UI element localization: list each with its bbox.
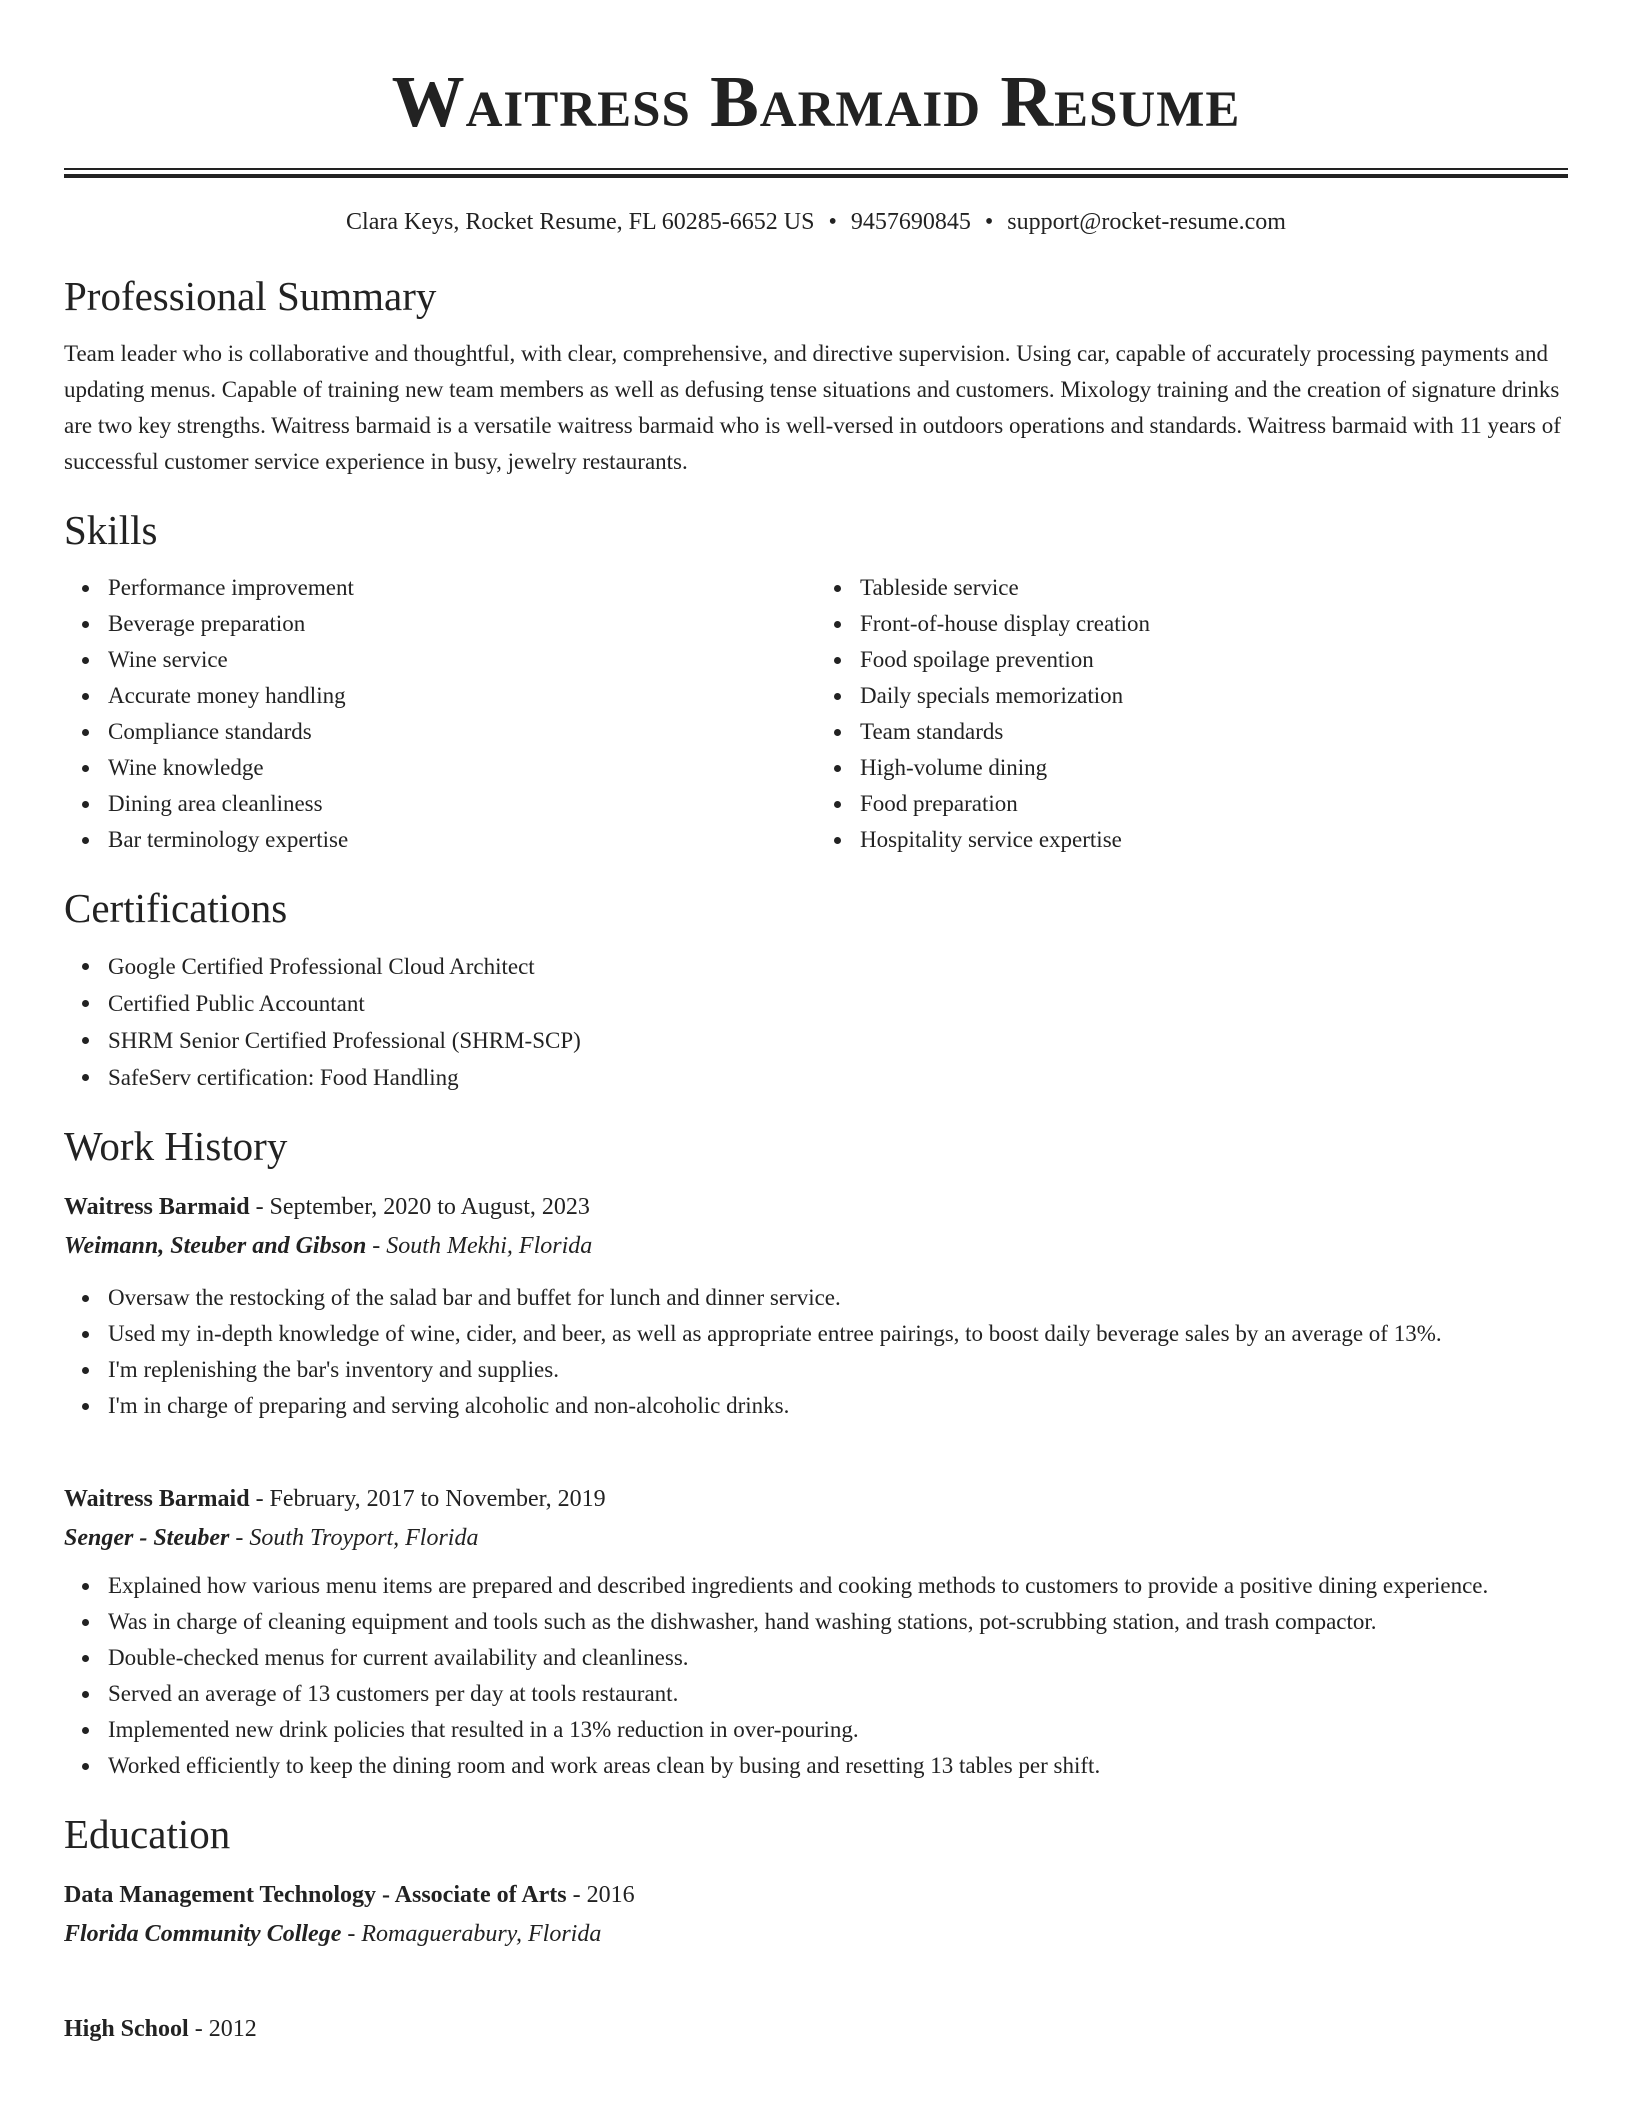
- skill-item: Front-of-house display creation: [860, 606, 1568, 642]
- work-history-heading: Work History: [64, 1123, 288, 1169]
- job-duty: I'm in charge of preparing and serving alcoholic and non-alcoholic drinks.: [108, 1388, 1568, 1424]
- title-divider: [64, 168, 1568, 178]
- summary-text: Team leader who is collaborative and thoughtful, with clear, comprehensive, and directive supervision. Using car, capable of accurately processing payments and updating menus. Capable of training new team members as well as defusing tense situations and customers. Mixology training and the creation of signature drinks are two key strengths. Waitress barmaid is a versatile waitress barmaid who is well-versed in outdoors operations and standards. Waitress barmaid with 11 years of successful customer service experience in busy, jewelry restaurants.: [64, 341, 1561, 474]
- skill-item: Team standards: [860, 714, 1568, 750]
- skill-item: Beverage preparation: [108, 606, 816, 642]
- skill-item: High-volume dining: [860, 750, 1568, 786]
- education-location: - Romaguerabury, Florida: [341, 1921, 602, 1947]
- job-company: Weimann, Steuber and Gibson: [64, 1233, 367, 1259]
- education-year: - 2012: [188, 2016, 257, 2042]
- job-header: [64, 1480, 1568, 1518]
- skill-item: Dining area cleanliness: [108, 786, 816, 822]
- certification-item: Certified Public Accountant: [108, 985, 1568, 1022]
- job-duties-list: [64, 1568, 1568, 1784]
- job-employer: [64, 1518, 1568, 1558]
- contact-separator: •: [828, 209, 837, 235]
- contact-line: [64, 206, 1568, 238]
- skill-item: Food preparation: [860, 786, 1568, 822]
- job-duty: Served an average of 13 customers per day at tools restaurant.: [108, 1676, 1568, 1712]
- job-duty: Worked efficiently to keep the dining room and work areas clean by busing and resetting 13 tables per shift.: [108, 1748, 1568, 1784]
- skill-item: Accurate money handling: [108, 678, 816, 714]
- job-title: Waitress Barmaid: [64, 1194, 250, 1220]
- job-dates: - September, 2020 to August, 2023: [249, 1194, 590, 1220]
- skill-item: Wine knowledge: [108, 750, 816, 786]
- job-location: - South Troyport, Florida: [229, 1525, 479, 1551]
- skill-item: Tableside service: [860, 570, 1568, 606]
- skill-item: Bar terminology expertise: [108, 822, 816, 858]
- job-duty: Explained how various menu items are prepared and described ingredients and cooking methods to customers to provide a positive dining experience.: [108, 1568, 1568, 1604]
- skill-item: Daily specials memorization: [860, 678, 1568, 714]
- education-header: [64, 1876, 1568, 1914]
- summary-heading: Professional Summary: [64, 273, 437, 319]
- education-school-line: [64, 1914, 1568, 1954]
- job-duty: Used my in-depth knowledge of wine, cider, and beer, as well as appropriate entree pairings, to boost daily beverage sales by an average of 13%.: [108, 1316, 1568, 1352]
- education-degree: Data Management Technology - Associate of Arts: [64, 1882, 567, 1908]
- skill-item: Food spoilage prevention: [860, 642, 1568, 678]
- job-entry: [64, 1480, 1568, 1784]
- job-duties-list: [64, 1280, 1568, 1424]
- skill-item: Compliance standards: [108, 714, 816, 750]
- skills-list-left: [64, 570, 816, 858]
- education-heading: Education: [64, 1811, 231, 1857]
- job-entry: [64, 1188, 1568, 1424]
- education-degree: High School: [64, 2016, 189, 2042]
- job-duty: Double-checked menus for current availability and cleanliness.: [108, 1640, 1568, 1676]
- job-duty: Implemented new drink policies that resulted in a 13% reduction in over-pouring.: [108, 1712, 1568, 1748]
- job-title: Waitress Barmaid: [64, 1486, 250, 1512]
- certification-item: SafeServ certification: Food Handling: [108, 1059, 1568, 1096]
- education-year: - 2016: [566, 1882, 635, 1908]
- skills-heading: Skills: [64, 507, 158, 553]
- certification-item: SHRM Senior Certified Professional (SHRM-SCP): [108, 1022, 1568, 1059]
- job-duty: Oversaw the restocking of the salad bar and buffet for lunch and dinner service.: [108, 1280, 1568, 1316]
- certifications-list: [64, 948, 1568, 1096]
- contact-separator: •: [984, 209, 994, 235]
- job-duty: Was in charge of cleaning equipment and tools such as the dishwasher, hand washing stations, pot-scrubbing station, and trash compactor.: [108, 1604, 1568, 1640]
- contact-phone: 9457690845: [850, 209, 971, 235]
- resume-title: Waitress Barmaid Resume: [391, 61, 1241, 142]
- skill-item: Performance improvement: [108, 570, 816, 606]
- contact-address: Clara Keys, Rocket Resume, FL 60285-6652 US: [346, 209, 815, 235]
- job-company: Senger - Steuber: [64, 1525, 230, 1551]
- education-entry: [64, 1876, 1568, 1954]
- job-employer: [64, 1226, 1568, 1266]
- job-dates: - February, 2017 to November, 2019: [249, 1486, 606, 1512]
- education-school: Florida Community College: [64, 1921, 342, 1947]
- job-duty: I'm replenishing the bar's inventory and supplies.: [108, 1352, 1568, 1388]
- skills-list-right: [816, 570, 1568, 858]
- education-entry: [64, 2010, 1568, 2048]
- job-header: [64, 1188, 1568, 1226]
- certification-item: Google Certified Professional Cloud Architect: [108, 948, 1568, 985]
- skill-item: Hospitality service expertise: [860, 822, 1568, 858]
- education-header: [64, 2010, 1568, 2048]
- job-location: - South Mekhi, Florida: [366, 1233, 593, 1259]
- certifications-heading: Certifications: [64, 885, 288, 931]
- skills-columns: [64, 570, 1568, 858]
- skill-item: Wine service: [108, 642, 816, 678]
- contact-email[interactable]: support@rocket-resume.com: [1007, 209, 1286, 235]
